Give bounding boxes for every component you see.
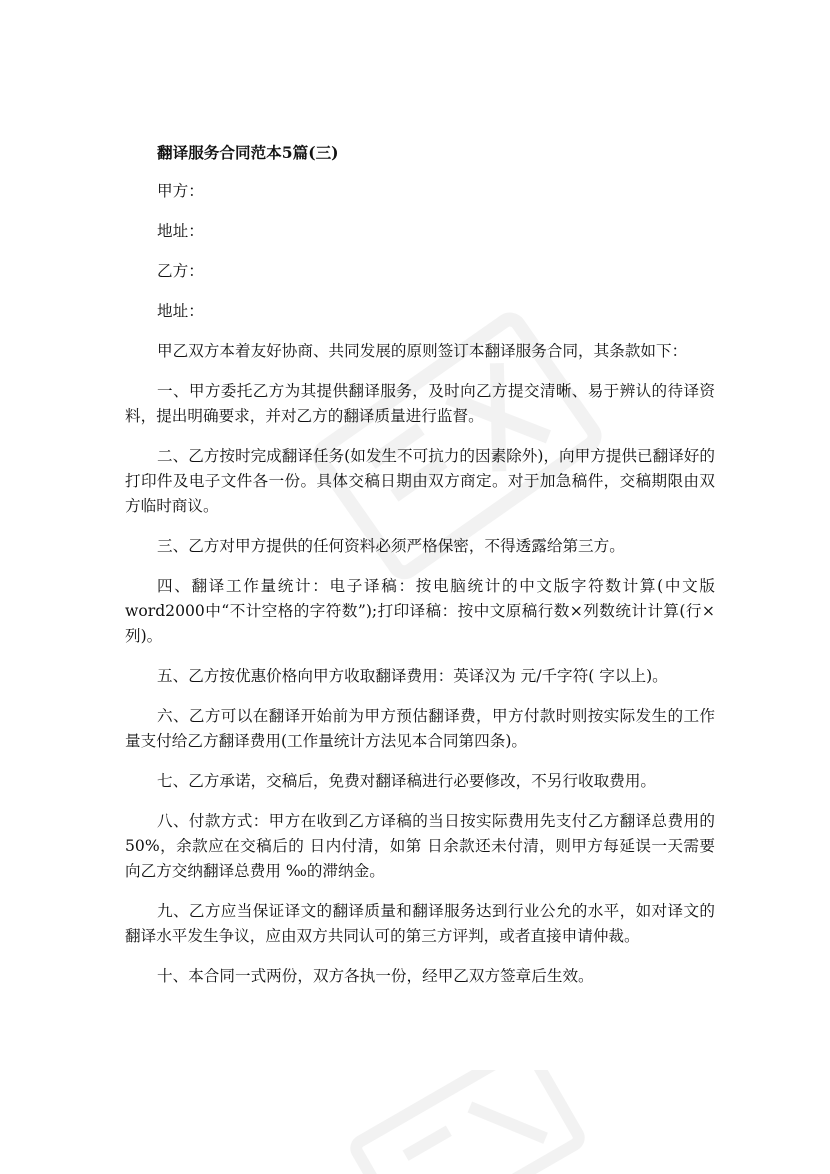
document-body xyxy=(125,140,715,1004)
paragraph-clause-3: 三、乙方对甲方提供的任何资料必须严格保密，不得透露给第三方。 xyxy=(157,537,625,555)
party-a-field: 甲方： xyxy=(157,182,204,200)
party-a-address-field: 地址： xyxy=(157,222,204,240)
paragraph-clause-6: 六、乙方可以在翻译开始前为甲方预估翻译费，甲方付款时则按实际发生的工作量支付给乙方翻译费用(工作量统计方法见本合同第四条)。 xyxy=(125,707,715,750)
paragraph-clause-1: 一、甲方委托乙方为其提供翻译服务，及时向乙方提交清晰、易于辨认的待译资料，提出明确要求，并对乙方的翻译质量进行监督。 xyxy=(125,382,715,425)
paragraph-clause-9: 九、乙方应当保证译文的翻译质量和翻译服务达到行业公允的水平，如对译文的翻译水平发生争议，应由双方共同认可的第三方评判，或者直接申请仲裁。 xyxy=(125,902,715,945)
paragraph-clause-4: 四、翻译工作量统计：电子译稿：按电脑统计的中文版字符数计算(中文版word2000中“不计空格的字符数”);打印译稿：按中文原稿行数×列数统计计算(行×列)。 xyxy=(125,577,715,645)
paragraph-clause-2: 二、乙方按时完成翻译任务(如发生不可抗力的因素除外)，向甲方提供已翻译好的打印件及电子文件各一份。具体交稿日期由双方商定。对于加急稿件，交稿期限由双方临时商议。 xyxy=(125,447,715,515)
party-b-field: 乙方： xyxy=(157,262,204,280)
document-title: 翻译服务合同范本5篇(三) xyxy=(157,143,339,162)
watermark-logo-icon xyxy=(330,1070,590,1174)
paragraph-preamble: 甲乙双方本着友好协商、共同发展的原则签订本翻译服务合同，其条款如下： xyxy=(157,342,688,360)
party-b-address-field: 地址： xyxy=(157,302,204,320)
paragraph-clause-10: 十、本合同一式两份，双方各执一份，经甲乙双方签章后生效。 xyxy=(157,967,594,985)
paragraph-clause-5: 五、乙方按优惠价格向甲方收取翻译费用：英译汉为 元/千字符( 字以上)。 xyxy=(157,667,668,685)
paragraph-clause-8: 八、付款方式：甲方在收到乙方译稿的当日按实际费用先支付乙方翻译总费用的50%，余款应在交稿后的 日内付清，如第 日余款还未付清，则甲方每延误一天需要向乙方交纳翻译总费用 ‰的滞纳金。 xyxy=(125,812,715,880)
paragraph-clause-7: 七、乙方承诺，交稿后，免费对翻译稿进行必要修改，不另行收取费用。 xyxy=(157,772,657,790)
